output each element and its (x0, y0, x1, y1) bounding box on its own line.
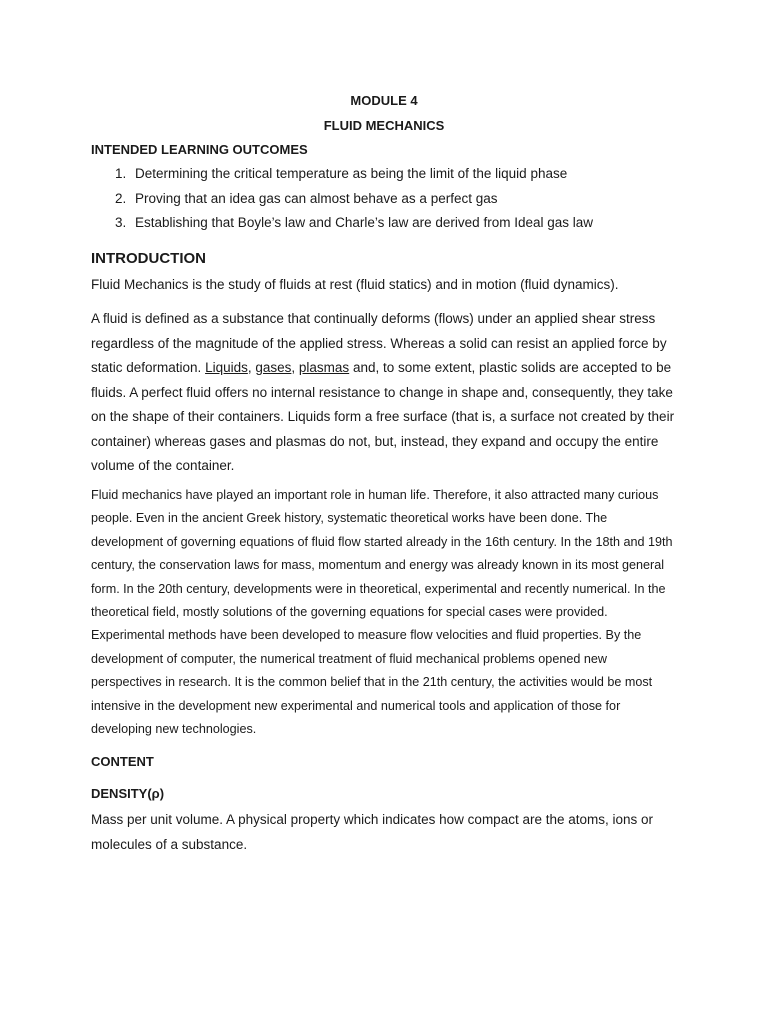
link-gases[interactable]: gases (255, 360, 292, 375)
list-item-text: Determining the critical temperature as being the limit of the liquid phase (135, 166, 568, 181)
list-item (115, 215, 593, 240)
list-item (115, 191, 593, 216)
separator: , (247, 360, 256, 375)
link-liquids[interactable]: Liquids (205, 360, 248, 375)
paragraph-text: A fluid is defined as a substance that continually deforms (flows) under an applied shear stress regardless of the magnitude of the applied stress. Whereas a solid can resist an applied force by static deformation. (91, 311, 667, 375)
paragraph-text: and, to some extent, plastic solids are accepted to be fluids. A perfect fluid offers no internal resistance to change in shape and, consequently, they take on the shape of their containers. Liquids form a free surface (that is, a surface not created by their container) whereas gases and plasmas do not, but, instead, they expand and occupy the entire volume of the container. (91, 360, 675, 473)
link-plasmas[interactable]: plasmas (298, 360, 350, 375)
ilo-list (115, 166, 593, 240)
separator: , (291, 360, 299, 375)
course-title: FLUID MECHANICS (323, 118, 445, 133)
list-item-text: Proving that an idea gas can almost behave as a perfect gas (135, 190, 498, 206)
list-item-number: 3. (115, 215, 127, 230)
intro-paragraph-3: Fluid mechanics have played an important role in human life. Therefore, it also attracted many curious people. Even in the ancient Greek history, systematic theoretical works have been done. The development of governing equations of fluid flow started already in the 16th century. In the 18th and 19th century, the conservation laws for mass, momentum and energy was already known in its most general form. In the 20th century, developments were in theoretical, experimental and recently numerical. In the theoretical field, mostly solutions of the governing equations for special cases were provided. Experimental methods have been developed to measure flow velocities and fluid properties. By the development of computer, the numerical treatment of fluid mechanical problems opened new perspectives in research. It is the common belief that in the 21th century, the activities would be most intensive in the development new experimental and numerical tools and application of those for developing new technologies. (91, 488, 673, 737)
module-title: MODULE 4 (350, 93, 418, 108)
list-item-number: 2. (115, 190, 127, 206)
list-item-number: 1. (115, 166, 127, 181)
list-item (115, 166, 593, 191)
density-heading: DENSITY(ρ) (91, 786, 165, 801)
intro-paragraph-1: Fluid Mechanics is the study of fluids at rest (fluid statics) and in motion (fluid dynamics). (91, 277, 619, 292)
intro-paragraph-2 (91, 307, 681, 479)
list-item-text: Establishing that Boyle’s law and Charle’s law are derived from Ideal gas law (135, 215, 593, 230)
content-heading: CONTENT (91, 754, 154, 769)
introduction-heading: INTRODUCTION (91, 250, 206, 267)
ilo-heading: INTENDED LEARNING OUTCOMES (91, 142, 308, 157)
density-definition: Mass per unit volume. A physical property which indicates how compact are the atoms, ions or molecules of a substance. (91, 812, 654, 852)
